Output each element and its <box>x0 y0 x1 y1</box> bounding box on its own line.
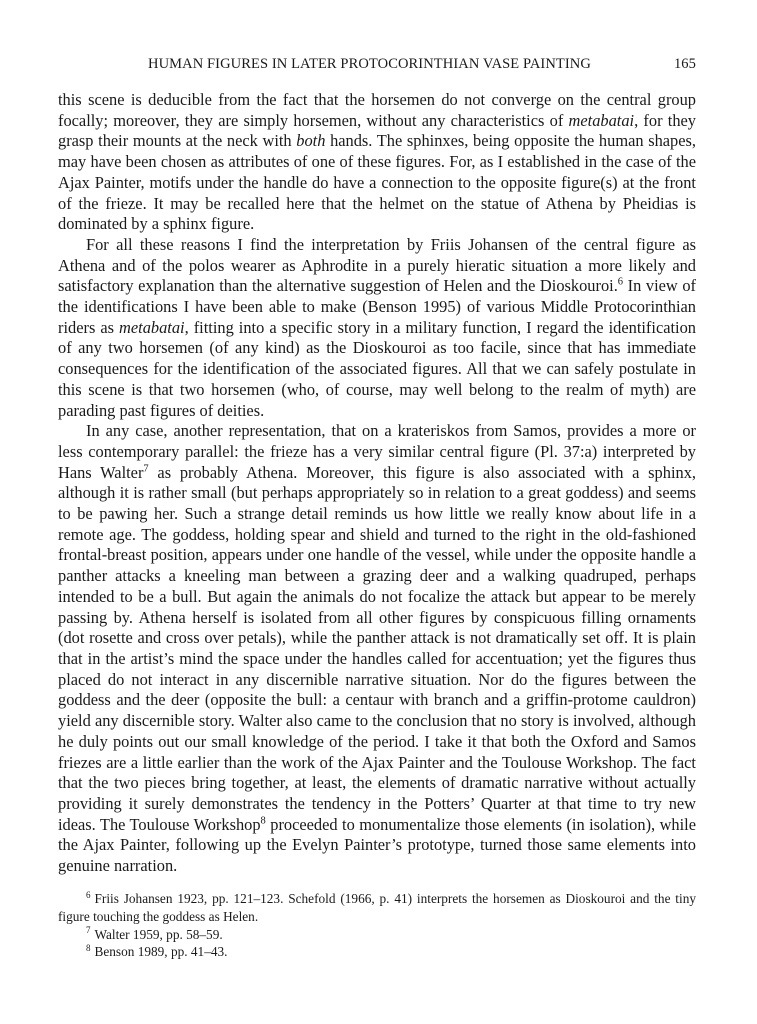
footnote-ref-7[interactable]: 7 <box>143 463 149 475</box>
footnote-mark: 7 <box>86 925 91 936</box>
page-number: 165 <box>673 56 696 72</box>
running-title: HUMAN FIGURES IN LATER PROTOCORINTHIAN VASE PAINTING <box>148 56 591 72</box>
running-header <box>148 56 696 78</box>
italic-emphasis: both <box>296 131 326 151</box>
paragraph-2: For all these reasons I find the interpretation by Friis Johansen of the central figure as Athena and of the polos wearer as Aphrodite in a purely hieratic situation a more likely and satisfactory explanation than the alternative suggestion of Helen and the Dioskouroi.$^6$ In view of the identifications I have been able to make (Benson 1995) of various Middle Protocorinthian riders as metabatai, fitting into a specific story in a military function, I regard the identification of any two horsemen (of any kind) as the Dioskouroi as too facile, since that has immediate consequences for the identification of the associated figures. All that we can safely postulate in this scene is that two horsemen (who, of course, may well belong to the realm of myth) are parading past figures of deities. <box>58 234 696 420</box>
footnote-ref-6[interactable]: 6 <box>617 276 624 288</box>
paragraph-3: In any case, another representation, that on a krateriskos from Samos, provides a more or less contemporary parallel: the frieze has a very similar central figure (Pl. 37:a) interpreted by Hans Walter$^7$ as probably Athena. Moreover, this figure is also associated with a sphinx, although it is rather small (but perhaps appropriately so in relation to a great goddess) and seems to be pawing her. Such a strange detail reminds us how little we really know about life in a remote age. The goddess, holding spear and shield and turned to the right in the old-fashioned frontal-breast position, appears under one handle of the vessel, while under the opposite handle a panther attacks a kneeling man between a grazing deer and a walking quadruped, perhaps intended to be a bull. But again the animals do not focalize the attack but appear to be merely passing by. Athena herself is isolated from all other figures by conspicuous filling ornaments (dot rosette and cross over petals), while the panther attack is not dramatically set off. It is plain that in the artist’s mind the space under the handles called for accentuation; yet the figures thus placed do not interact in any discernible narrative situation. Nor do the figures between the goddess and the deer (opposite the bull: a centaur with branch and a griffin-protome cauldron) yield any discernible story. Walter also came to the conclusion that no story is involved, although he duly points out our small knowledge of the period. I take it that both the Oxford and Samos friezes are a little earlier than the work of the Ajax Painter and the Toulouse Workshop. The fact that the two pieces bring together, at least, the elements of dramatic narrative without actually providing it surely demonstrates the tendency in the Potters’ Quarter at that time to try new ideas. The Toulouse Workshop$^8$ proceeded to monumentalize those elements (in isolation), while the Ajax Painter, following up the Evelyn Painter’s prototype, turned those same elements into genuine narration. <box>58 421 696 876</box>
footnote-8: $^8$ Benson 1989, pp. 41–43. <box>86 942 228 960</box>
footnote-7: $^7$ Walter 1959, pp. 58–59. <box>86 925 223 942</box>
body-text <box>58 90 696 877</box>
italic-term: metabatai <box>119 317 185 337</box>
footnote-6: $^6$ Friis Johansen 1923, pp. 121–123. Schefold (1966, p. 41) interprets the horsemen as Dioskouroi and the tiny figure touching the goddess as Helen. <box>58 889 696 924</box>
paragraph-1: this scene is deducible from the fact that the horsemen do not converge on the central group focally; moreover, they are simply horsemen, without any characteristics of metabatai, for they grasp their mounts at the neck with both hands. The sphinxes, being opposite the human shapes, may have been chosen as attributes of one of these figures. For, as I established in the case of the Ajax Painter, motifs under the handle do have a connection to the opposite figure(s) at the front of the frieze. It may be recalled here that the helmet on the statue of Athena by Pheidias is dominated by a sphinx figure. <box>58 90 697 234</box>
footnote-mark: 6 <box>86 889 91 900</box>
footnote-ref-8[interactable]: 8 <box>260 815 266 827</box>
footnotes <box>58 890 696 961</box>
footnote-mark: 8 <box>86 942 91 953</box>
italic-term: metabatai <box>568 110 635 130</box>
